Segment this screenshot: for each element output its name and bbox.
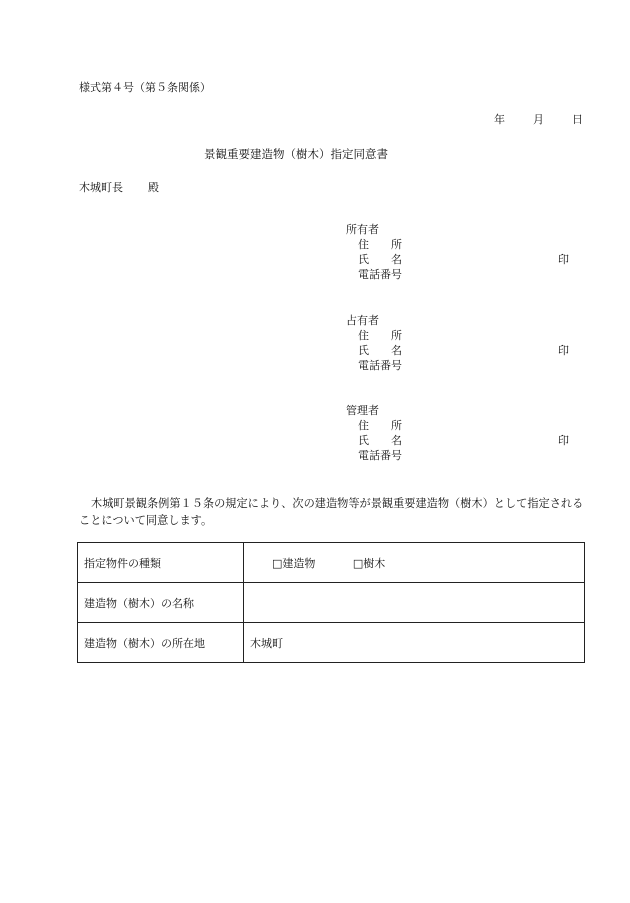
- property-location-label: 建造物（樹木）の所在地: [78, 623, 244, 663]
- form-number: 様式第４号（第５条関係）: [79, 81, 211, 94]
- property-name-label: 建造物（樹木）の名称: [78, 583, 244, 623]
- tree-checkbox[interactable]: □樹木: [352, 556, 386, 570]
- table-row: [78, 583, 585, 623]
- addressee-honorific: 殿: [148, 181, 159, 194]
- document-title: 景観重要建造物（樹木）指定同意書: [204, 147, 388, 161]
- owner-address-label: 住 所: [358, 238, 402, 251]
- date-month: 月: [533, 113, 544, 126]
- owner-seal: 印: [558, 253, 569, 266]
- date-day: 日: [572, 113, 583, 126]
- property-type-options: [244, 543, 585, 583]
- manager-address-label: 住 所: [358, 419, 402, 432]
- occupant-address-label: 住 所: [358, 329, 402, 342]
- property-type-label: 指定物件の種類: [78, 543, 244, 583]
- date-year: 年: [494, 113, 505, 126]
- owner-role: 所有者: [346, 223, 379, 236]
- occupant-name-label: 氏 名: [358, 344, 402, 357]
- addressee-name: 木城町長: [79, 181, 123, 194]
- property-name-value[interactable]: [244, 583, 585, 623]
- owner-phone-label: 電話番号: [358, 268, 402, 281]
- building-checkbox[interactable]: □建造物: [272, 556, 316, 570]
- manager-phone-label: 電話番号: [358, 449, 402, 462]
- occupant-seal: 印: [558, 344, 569, 357]
- manager-seal: 印: [558, 434, 569, 447]
- property-location-value[interactable]: 木城町: [244, 623, 585, 663]
- table-row: [78, 623, 585, 663]
- consent-statement: 木城町景観条例第１５条の規定により、次の建造物等が景観重要建造物（樹木）として指定されることについて同意します。: [79, 497, 584, 527]
- occupant-role: 占有者: [346, 314, 379, 327]
- table-row: [78, 543, 585, 583]
- property-table: [77, 542, 585, 663]
- manager-role: 管理者: [346, 404, 379, 417]
- occupant-phone-label: 電話番号: [358, 359, 402, 372]
- manager-name-label: 氏 名: [358, 434, 402, 447]
- owner-name-label: 氏 名: [358, 253, 402, 266]
